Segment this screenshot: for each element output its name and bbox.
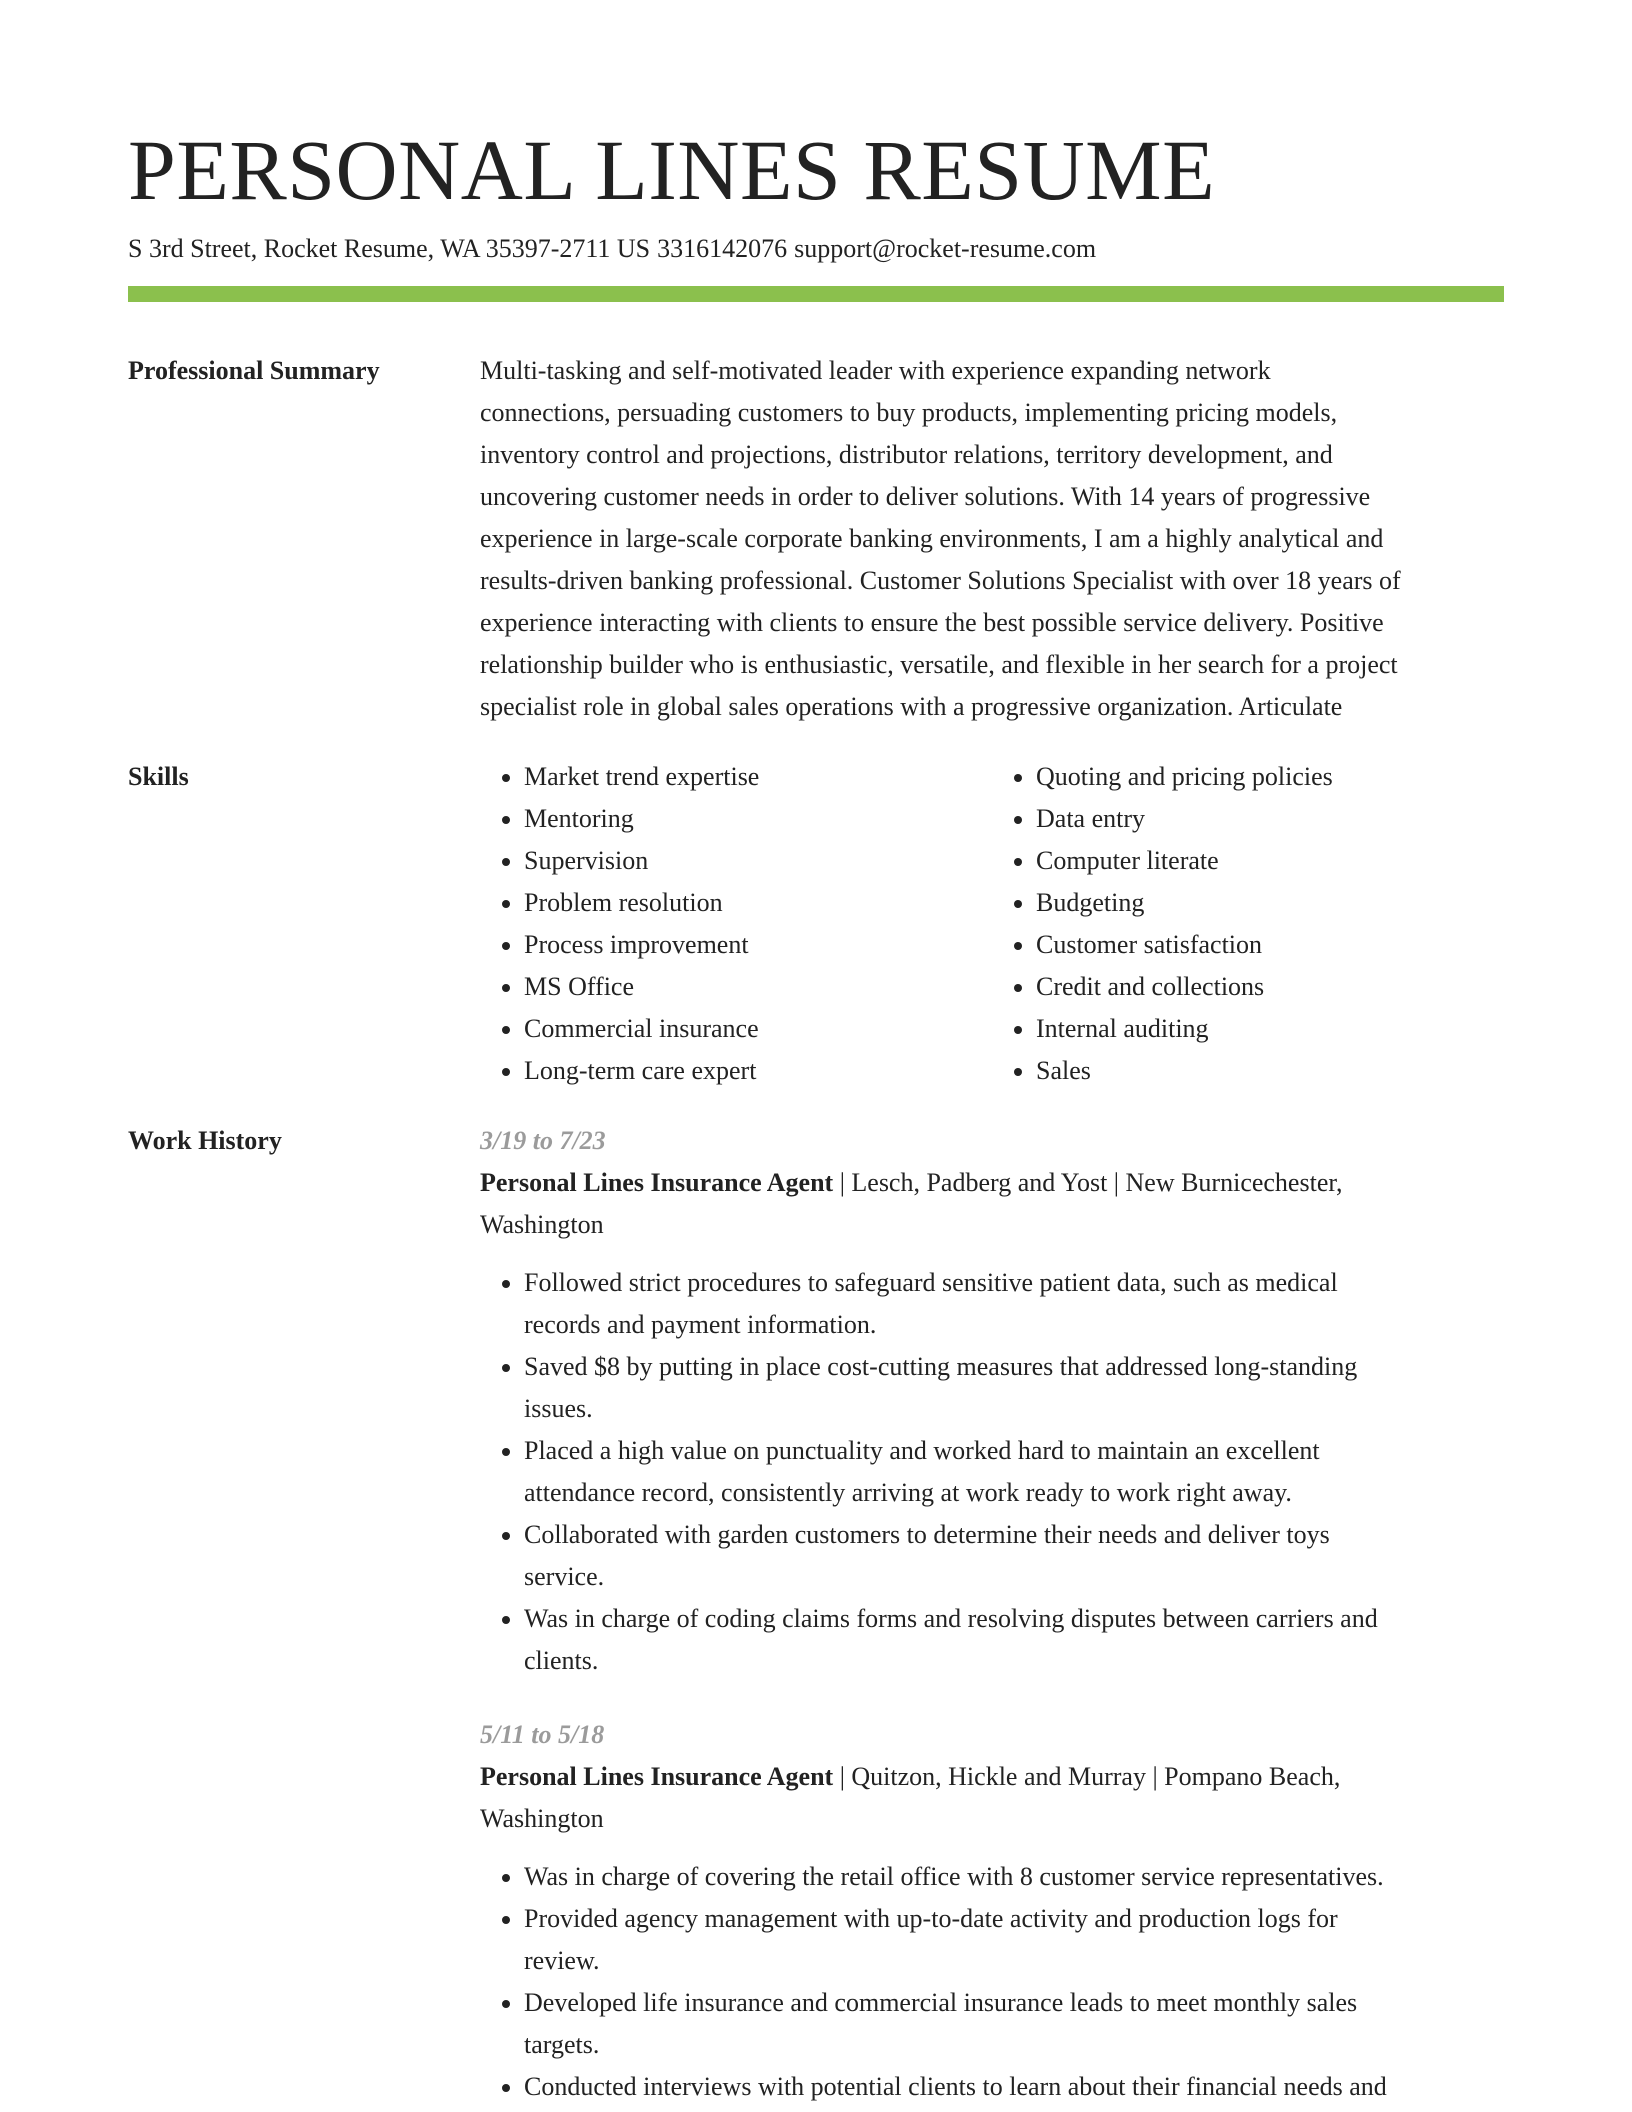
job-company-location: | Lesch, Padberg and Yost | New Burnicechester, [833, 1168, 1343, 1197]
contact-phone: 3316142076 [657, 234, 788, 263]
job-location-continued: Washington [480, 1210, 604, 1239]
job-bullet [524, 2066, 1504, 2108]
job-entry [480, 1120, 1504, 1682]
job-bullet-line: records and payment information. [524, 1310, 877, 1339]
skill-item: • Sales [1036, 1050, 1504, 1092]
skill-item: • Customer satisfaction [1036, 924, 1504, 966]
job-bullet [524, 1346, 1504, 1430]
job-dates: 5/11 to 5/18 [480, 1720, 605, 1749]
skill-item: • MS Office [524, 966, 992, 1008]
job-bullet-line: • Was in charge of coding claims forms and resolving disputes between carriers and [524, 1604, 1378, 1633]
job-bullet [524, 1898, 1504, 1982]
job-bullet [524, 1514, 1504, 1598]
job-title: Personal Lines Insurance Agent [480, 1168, 834, 1197]
skill-item: • Quoting and pricing policies [1036, 756, 1504, 798]
summary-text [480, 350, 1504, 728]
summary-line: connections, persuading customers to buy products, implementing pricing models, [480, 398, 1338, 427]
skills-list-left [480, 756, 992, 1092]
contact-line [128, 232, 1096, 266]
job-bullet-line: • Conducted interviews with potential clients to learn about their financial needs and [524, 2072, 1387, 2101]
work-history-body [480, 1120, 1504, 2108]
job-bullet-line: • Collaborated with garden customers to determine their needs and deliver toys [524, 1520, 1330, 1549]
contact-address: S 3rd Street, Rocket Resume, WA 35397-2711 US [128, 234, 651, 263]
job-bullet-line: attendance record, consistently arriving at work ready to work right away. [524, 1478, 1292, 1507]
header-divider [128, 286, 1504, 302]
summary-line: uncovering customer needs in order to deliver solutions. With 14 years of progressive [480, 482, 1371, 511]
summary-line: experience in large-scale corporate banking environments, I am a highly analytical and [480, 524, 1384, 553]
job-bullet-line: • Saved $8 by putting in place cost-cutting measures that addressed long-standing [524, 1352, 1358, 1381]
job-bullet-line: • Provided agency management with up-to-date activity and production logs for [524, 1904, 1338, 1933]
skill-item: • Credit and collections [1036, 966, 1504, 1008]
skill-item: • Problem resolution [524, 882, 992, 924]
job-bullet [524, 1262, 1504, 1346]
section-heading-work-history: Work History [128, 1126, 282, 1155]
job-bullet-line: targets. [524, 2030, 600, 2059]
summary-line: results-driven banking professional. Customer Solutions Specialist with over 18 years of [480, 566, 1401, 595]
job-bullet-line: service. [524, 1562, 605, 1591]
job-bullets [480, 1856, 1504, 2108]
job-bullet [524, 1856, 1504, 1898]
job-bullets [480, 1262, 1504, 1682]
summary-line: relationship builder who is enthusiastic, versatile, and flexible in her search for a project [480, 650, 1398, 679]
skills-columns [480, 756, 1504, 1092]
job-location-continued: Washington [480, 1804, 604, 1833]
skill-item: • Process improvement [524, 924, 992, 966]
skill-item: • Market trend expertise [524, 756, 992, 798]
job-bullet-line: • Followed strict procedures to safeguard sensitive patient data, such as medical [524, 1268, 1338, 1297]
job-entry [480, 1714, 1504, 2108]
job-bullet [524, 1430, 1504, 1514]
skill-item: • Mentoring [524, 798, 992, 840]
job-bullet [524, 1982, 1504, 2066]
skill-item: • Budgeting [1036, 882, 1504, 924]
summary-line: specialist role in global sales operations with a progressive organization. Articulate [480, 692, 1343, 721]
skill-item: • Supervision [524, 840, 992, 882]
summary-line: inventory control and projections, distributor relations, territory development, and [480, 440, 1333, 469]
skills-body [480, 756, 1504, 1092]
job-bullet [524, 1598, 1504, 1682]
summary-line: experience interacting with clients to ensure the best possible service delivery. Positive [480, 608, 1384, 637]
job-company-location: | Quitzon, Hickle and Murray | Pompano Beach, [833, 1762, 1341, 1791]
contact-email: support@rocket-resume.com [794, 234, 1097, 263]
skill-item: • Commercial insurance [524, 1008, 992, 1050]
job-heading [480, 1162, 1504, 1204]
skill-item: • Computer literate [1036, 840, 1504, 882]
resume-title: PERSONAL LINES RESUME [128, 122, 1216, 218]
job-bullet-line: clients. [524, 1646, 599, 1675]
skill-item: • Long-term care expert [524, 1050, 992, 1092]
job-bullet-line: • Developed life insurance and commercial insurance leads to meet monthly sales [524, 1988, 1358, 2017]
job-dates: 3/19 to 7/23 [480, 1126, 606, 1155]
section-heading-summary: Professional Summary [128, 356, 380, 385]
job-bullet-line: • Placed a high value on punctuality and worked hard to maintain an excellent [524, 1436, 1320, 1465]
summary-line: Multi-tasking and self-motivated leader with experience expanding network [480, 356, 1271, 385]
summary-body [480, 350, 1504, 728]
job-bullet-line: review. [524, 1946, 600, 1975]
skill-item: • Internal auditing [1036, 1008, 1504, 1050]
skill-item: • Data entry [1036, 798, 1504, 840]
job-heading [480, 1756, 1504, 1798]
job-bullet-line: issues. [524, 1394, 593, 1423]
skills-list-right [992, 756, 1504, 1092]
section-heading-skills: Skills [128, 762, 189, 791]
job-title: Personal Lines Insurance Agent [480, 1762, 834, 1791]
job-bullet-line: • Was in charge of covering the retail office with 8 customer service representatives. [524, 1862, 1384, 1891]
